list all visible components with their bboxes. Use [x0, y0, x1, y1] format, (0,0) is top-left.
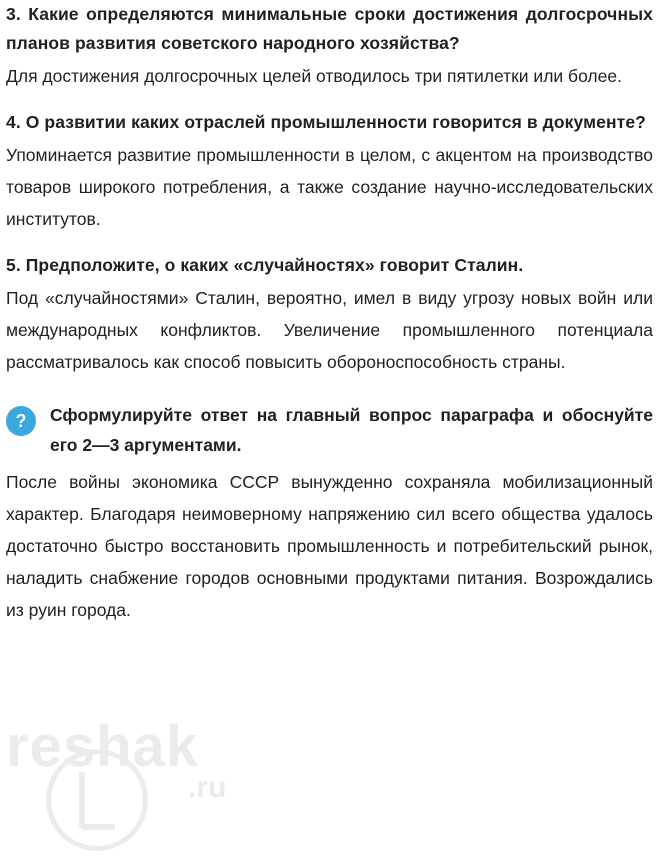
main-question-text: Сформулируйте ответ на главный вопрос параграфа и обоснуйте его 2—3 аргументами.: [50, 405, 653, 455]
question-heading-3: 3. Какие определяются минимальные сроки достижения долгосрочных планов развития советского народного хозяйства?: [6, 4, 653, 53]
watermark-text: reshak: [6, 714, 200, 779]
main-question-block: [6, 400, 653, 460]
question-heading-4: 4. О развитии каких отраслей промышленности говорится в документе?: [6, 112, 646, 132]
answer-text-3: Для достижения долгосрочных целей отводилось три пятилетки или более.: [6, 66, 622, 86]
answer-text-5: Под «случайностями» Сталин, вероятно, имел в виду угрозу новых войн или международных конфликтов. Увеличение промышленного потенциала рассматривалось как способ повысить обороноспособность страны.: [6, 288, 653, 372]
main-answer-text: После войны экономика СССР вынужденно сохраняла мобилизационный характер. Благодаря неимоверному напряжению сил всего общества удалось достаточно быстро восстановить промышленность и потребительский рынок, наладить снабжение городов основными продуктами питания. Возрождались из руин города.: [6, 472, 653, 620]
answer-text-4: Упоминается развитие промышленности в целом, с акцентом на производство товаров широкого потребления, а также создание научно-исследовательских институтов.: [6, 145, 653, 229]
question-mark-icon: ?: [6, 406, 36, 436]
question-heading-5: 5. Предположите, о каких «случайностях» говорит Сталин.: [6, 255, 524, 275]
watermark-suffix: .ru: [188, 771, 227, 804]
